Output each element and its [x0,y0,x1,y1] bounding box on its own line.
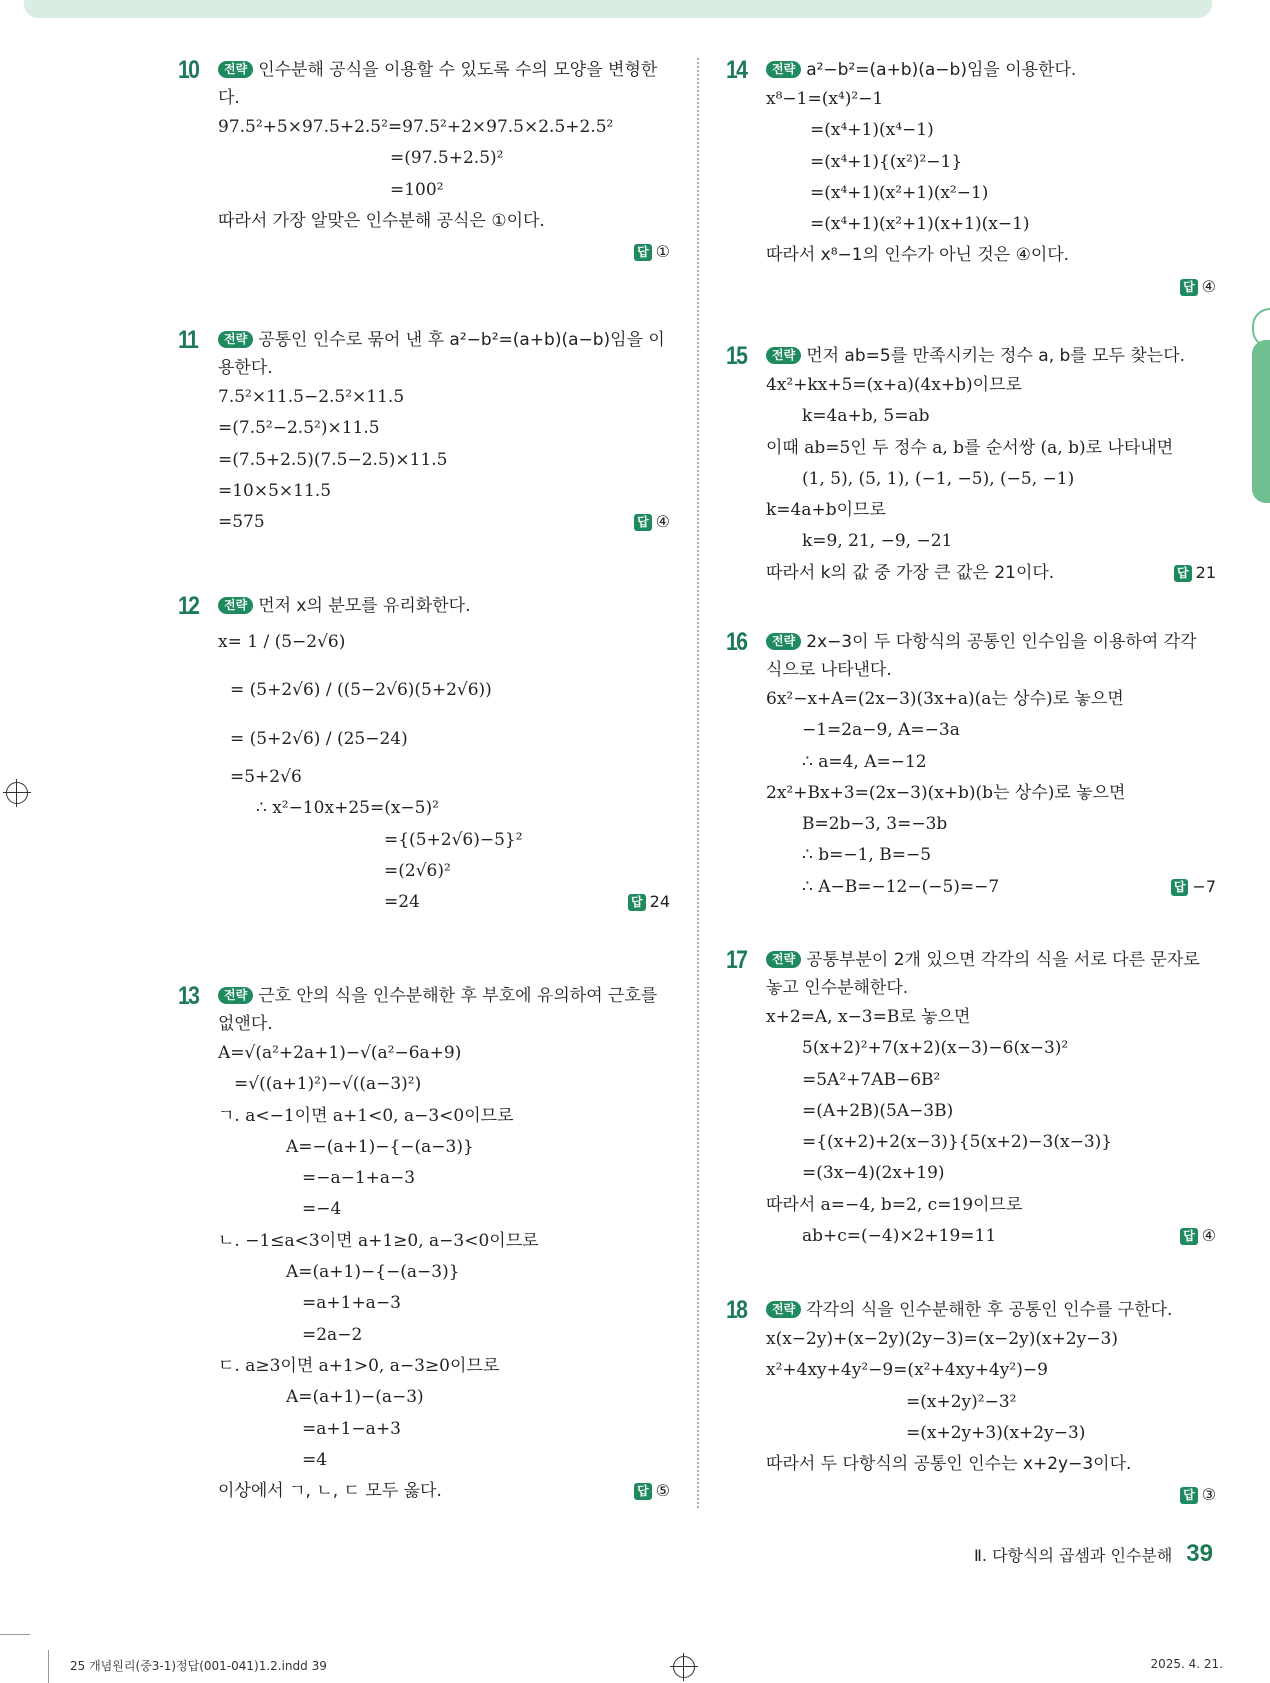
solution-line: =(x+2y)²−3² [906,1391,1017,1412]
problem-16 [726,628,1216,902]
solution-line: ㄷ. a≥3이면 a+1>0, a−3≥0이므로 [218,1355,500,1376]
solution-line: = (5+2√6) / (25−24) [230,729,408,749]
answer-tag: 답 [1180,279,1198,296]
answer-tag: 답 [628,894,646,911]
crop-line [0,1634,30,1635]
answer-value: ④ [1201,276,1216,296]
solution-line: 따라서 a=−4, b=2, c=19이므로 [766,1194,1023,1215]
strategy-tag: 전략 [218,331,253,348]
problem-number: 12 [178,592,199,620]
answer [726,1480,1216,1510]
solution-line: 따라서 x⁸−1의 인수가 아닌 것은 ④이다. [766,245,1070,266]
answer-tag: 답 [1180,1487,1198,1504]
answer-value: ① [655,242,670,262]
solution-line: =(x⁴+1)(x²+1)(x²−1) [810,182,989,203]
problem-11 [178,326,670,537]
solution-line: 따라서 가장 알맞은 인수분해 공식은 ①이다. [218,210,545,231]
answer-tag: 답 [634,244,652,261]
print-file-info: 25 개념원리(중3-1)정답(001-041)1.2.indd 39 [70,1659,327,1673]
answer-tag: 답 [1180,1228,1198,1245]
problem-number: 16 [726,628,747,656]
solution-line: =575 [218,512,265,533]
solution-line: =(x⁴+1)(x²+1)(x+1)(x−1) [810,214,1030,235]
strategy [218,326,670,382]
strategy-text: 근호 안의 식을 인수분해한 후 부호에 유의하여 근호를 없앤다. [218,986,658,1034]
solution-line: B=2b−3, 3=−3b [802,814,948,835]
solution-line: x(x−2y)+(x−2y)(2y−3)=(x−2y)(x+2y−3) [766,1329,1118,1349]
solution-line: ㄴ. −1≤a<3이면 a+1≥0, a−3<0이므로 [218,1230,539,1251]
solution-line: =2a−2 [302,1324,363,1345]
solution-line: =10×5×11.5 [218,480,332,501]
problem-18 [726,1296,1216,1510]
strategy [766,1296,1216,1324]
solution-line: A=(a+1)−(a−3) [286,1387,424,1408]
solution-line: −1=2a−9, A=−3a [802,720,960,741]
solution-line: 6x²−x+A=(2x−3)(3x+a)(a는 상수)로 놓으면 [766,689,1124,709]
problem-number: 14 [726,56,747,84]
answer-value: 21 [1195,563,1216,583]
print-date: 2025. 4. 21. [1150,1657,1223,1671]
solution-line: 이때 ab=5인 두 정수 a, b를 순서쌍 (a, b)로 나타내면 [766,437,1174,458]
strategy-tag: 전략 [218,61,253,78]
solution-line: A=−(a+1)−{−(a−3)} [286,1136,474,1157]
problem-14 [726,56,1216,302]
solution-line: =−a−1+a−3 [302,1168,416,1189]
solution-line: =(2√6)² [384,860,451,881]
strategy-text: 공통인 인수로 묶어 낸 후 a²−b²=(a+b)(a−b)임을 이용한다. [218,330,665,378]
solution-line: ={(x+2)+2(x−3)}{5(x+2)−3(x−3)} [802,1132,1113,1153]
strategy-tag: 전략 [218,597,253,614]
crop-line [48,1650,49,1683]
solution-line: 2x²+Bx+3=(2x−3)(x+b)(b는 상수)로 놓으면 [766,782,1126,803]
strategy-text: 2x−3이 두 다항식의 공통인 인수임을 이용하여 각각 식으로 나타낸다. [766,632,1197,680]
strategy-text: 먼저 ab=5를 만족시키는 정수 a, b를 모두 찾는다. [806,346,1186,366]
solution-line: ∴ a=4, A=−12 [802,751,927,772]
strategy-text: 인수분해 공식을 이용할 수 있도록 수의 모양을 변형한다. [218,60,658,108]
solution-line: k=9, 21, −9, −21 [802,531,953,552]
registration-mark-left [6,782,28,804]
strategy-tag: 전략 [766,347,801,364]
solution-line: 따라서 k의 값 중 가장 큰 값은 21이다. [766,562,1055,583]
strategy-text: 공통부분이 2개 있으면 각각의 식을 서로 다른 문자로 놓고 인수분해한다. [766,950,1200,998]
problem-number: 11 [178,326,198,354]
problem-15 [726,342,1216,588]
strategy [218,592,670,620]
solution-line: ㄱ. a<−1이면 a+1<0, a−3<0이므로 [218,1105,514,1126]
solution-line: =(7.5²−2.5²)×11.5 [218,418,380,439]
solution-line: =(7.5+2.5)(7.5−2.5)×11.5 [218,449,448,470]
strategy-text: 각각의 식을 인수분해한 후 공통인 인수를 구한다. [806,1300,1173,1320]
solution-line: =−4 [302,1199,342,1220]
solution-line: =5+2√6 [230,767,302,787]
strategy [766,628,1216,684]
problem-number: 18 [726,1296,747,1324]
solution-line: = (5+2√6) / ((5−2√6)(5+2√6)) [230,680,492,700]
answer [178,237,670,267]
side-chapter-tab [1252,340,1270,503]
answer-tag: 답 [634,1483,652,1500]
strategy [218,56,670,112]
strategy-tag: 전략 [766,633,801,650]
answer-value: ⑤ [655,1481,670,1501]
section-title: Ⅱ. 다항식의 곱셈과 인수분해 [974,1546,1173,1565]
solution-line: ab+c=(−4)×2+19=11 [802,1226,997,1247]
solution-line: ={(5+2√6)−5}² [384,829,523,850]
problem-number: 15 [726,342,747,370]
strategy-text: 먼저 x의 분모를 유리화한다. [258,596,471,616]
solution-line: =(x⁴+1)(x⁴−1) [810,120,934,141]
solution-line: 4x²+kx+5=(x+a)(4x+b)이므로 [766,375,1022,395]
top-color-band [24,0,1212,18]
answer-value: 24 [649,892,670,912]
solution-line: 따라서 두 다항식의 공통인 인수는 x+2y−3이다. [766,1454,1132,1475]
solution-line: x= 1 / (5−2√6) [218,632,346,652]
strategy-tag: 전략 [766,61,801,78]
strategy-tag: 전략 [218,987,253,1004]
solution-line: ∴ A−B=−12−(−5)=−7 [802,876,1000,897]
answer-tag: 답 [634,514,652,531]
solution-line: k=4a+b, 5=ab [802,406,930,427]
problem-number: 17 [726,946,747,974]
strategy [766,342,1216,370]
solution-line: =(3x−4)(2x+19) [802,1163,945,1184]
problem-17 [726,946,1216,1251]
solution-line: =100² [390,179,444,200]
answer-tag: 답 [1171,879,1189,896]
registration-mark-bottom [673,1656,695,1678]
strategy [766,56,1216,84]
page-footer [974,1540,1213,1568]
solution-line: 이상에서 ㄱ, ㄴ, ㄷ 모두 옳다. [218,1481,442,1502]
solution-line: =(x+2y+3)(x+2y−3) [906,1422,1086,1443]
solution-line: ∴ b=−1, B=−5 [802,845,932,866]
solution-line: x+2=A, x−3=B로 놓으면 [766,1007,971,1027]
answer-value: −7 [1192,877,1216,897]
strategy-tag: 전략 [766,951,801,968]
solution-line: =√((a+1)²)−√((a−3)²) [234,1074,422,1095]
page-number: 39 [1186,1540,1213,1567]
solution-line: 5(x+2)²+7(x+2)(x−3)−6(x−3)² [802,1038,1069,1059]
answer [726,272,1216,302]
answer-value: ④ [655,512,670,532]
solution-line: =5A²+7AB−6B² [802,1069,941,1090]
solution-line: ∴ x²−10x+25=(x−5)² [256,798,439,819]
solution-line: A=(a+1)−{−(a−3)} [286,1262,460,1283]
strategy-tag: 전략 [766,1301,801,1318]
strategy [766,946,1216,1002]
solution-line: 7.5²×11.5−2.5²×11.5 [218,387,405,407]
answer-value: ③ [1201,1485,1216,1505]
solution-line: =(x⁴+1){(x²)²−1} [810,151,963,172]
answer-tag: 답 [1174,565,1192,582]
solution-line: (1, 5), (5, 1), (−1, −5), (−5, −1) [802,468,1075,489]
solution-line: A=√(a²+2a+1)−√(a²−6a+9) [218,1043,462,1063]
strategy [218,982,670,1038]
solution-line: =24 [384,892,420,913]
solution-line: 97.5²+5×97.5+2.5²=97.5²+2×97.5×2.5+2.5² [218,117,614,137]
column-divider [697,58,699,1508]
solution-line: =4 [302,1449,328,1470]
solution-line: x²+4xy+4y²−9=(x²+4xy+4y²)−9 [766,1360,1048,1381]
problem-number: 13 [178,982,199,1010]
solution-line: =(A+2B)(5A−3B) [802,1100,954,1121]
problem-number: 10 [178,56,199,84]
problem-10 [178,56,670,267]
solution-line: =a+1−a+3 [302,1418,401,1439]
solution-line: x⁸−1=(x⁴)²−1 [766,89,884,109]
answer [178,887,670,917]
problem-12 [178,592,670,917]
answer-value: ④ [1201,1226,1216,1246]
problem-13 [178,982,670,1506]
solution-line: =(97.5+2.5)² [390,148,504,169]
solution-line: k=4a+b이므로 [766,500,886,521]
strategy-text: a²−b²=(a+b)(a−b)임을 이용한다. [806,60,1077,80]
solution-line: =a+1+a−3 [302,1293,401,1314]
